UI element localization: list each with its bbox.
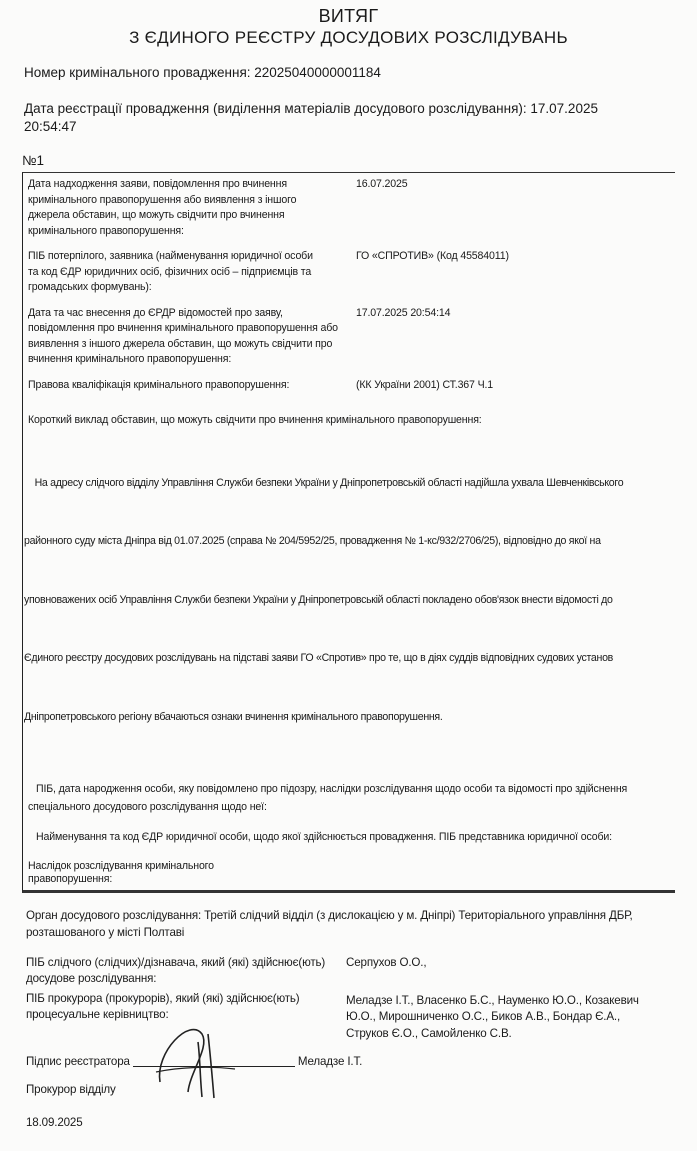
summary-line: районного суду міста Дніпра від 01.07.2025 (справа № 204/5952/25, провадження № 1-кс/932/2706/25), відповідно до якої на: [24, 535, 601, 547]
registration-date-line2: 20:54:47: [24, 119, 77, 134]
row-qualification-label: Правова кваліфікація кримінального правопорушення:: [28, 378, 290, 391]
row-applicant-label: [28, 249, 346, 296]
row-qualification-value: (КК України 2001) СТ.367 Ч.1: [356, 378, 494, 391]
label-line: Наслідок розслідування кримінального: [28, 859, 214, 872]
summary-line: Єдиного реєстру досудових розслідувань на підставі заяви ГО «Спротив» про те, що в діях суддів відповідних судових установ: [24, 652, 613, 664]
document-title: ВИТЯГ: [318, 6, 379, 26]
label-line: процесуальне керівництво:: [26, 1007, 169, 1021]
summary-line: На адресу слідчого відділу Управління Служби безпеки України у Дніпропетровській області надійшла ухвала Шевченківського: [24, 476, 624, 489]
row-received-date-value: 16.07.2025: [356, 178, 408, 190]
label-line: ПІБ, дата народження особи, яку повідомлено про підозру, наслідки розслідування щодо особи та відомості про здійснення: [36, 783, 628, 795]
row-entry-date: [28, 306, 675, 368]
suspect-label: [28, 780, 675, 816]
investigator-row: [22, 955, 675, 987]
label-line: громадських формувань):: [28, 281, 152, 293]
document-date: 18.09.2025: [26, 1116, 83, 1129]
signature-name: Меладзе І.Т.: [297, 1055, 363, 1068]
document-subtitle: З ЄДИНОГО РЕЄСТРУ ДОСУДОВИХ РОЗСЛІДУВАНЬ: [129, 28, 568, 47]
investigator-value: Серпухов О.О.,: [346, 955, 427, 969]
row-qualification: [28, 378, 675, 394]
case-number: Номер кримінального провадження: 22025040000001184: [24, 65, 381, 80]
label-line: кримінального правопорушення або виявлення з іншого: [28, 193, 297, 206]
label-line: джерела обставин, що можуть свідчити про вчинення: [28, 209, 285, 221]
label-line: ПІБ потерпілого, заявника (найменування юридичної особи: [28, 250, 313, 262]
label-line: кримінального правопорушення:: [28, 224, 184, 237]
body-line: розташованого у місті Полтаві: [26, 925, 185, 939]
summary-line: уповноважених осіб Управління Служби безпеки України у Дніпропетровській області покладено обов'язок внести відомості до: [24, 593, 613, 606]
label-line: ПІБ прокурора (прокурорів), який (які) здійснює(ють): [26, 991, 300, 1005]
investigation-body: [22, 907, 675, 941]
prosecutor-value: [346, 991, 675, 1043]
label-line: Дата та час внесення до ЄРДР відомостей про заяву,: [28, 306, 283, 319]
label-line: та код ЄДР юридичних осіб, фізичних осіб – підприємців та: [28, 265, 312, 278]
value-line: Меладзе І.Т., Власенко Б.С., Науменко Ю.О., Козакевич: [346, 993, 639, 1007]
row-received-date: [28, 177, 675, 239]
label-line: вчинення кримінального правопорушення:: [28, 353, 232, 365]
label-line: Дата надходження заяви, повідомлення про вчинення: [28, 178, 287, 190]
record-number: №1: [22, 153, 44, 168]
signature-line: [133, 1065, 295, 1067]
row-entry-date-label: [28, 306, 346, 368]
outcome-label: [28, 860, 675, 886]
label-line: правопорушення:: [28, 872, 113, 885]
label-line: виявлення з іншого джерела обставин, що можуть свідчити про: [28, 337, 333, 350]
row-applicant-value: ГО «СПРОТИВ» (Код 45584011): [356, 250, 509, 262]
signature-row: [22, 1054, 675, 1070]
label-line: спеціального досудового розслідування щодо неї:: [28, 801, 267, 813]
value-line: Струков Є.О., Самойленко С.В.: [346, 1026, 512, 1040]
registration-date-line1: Дата реєстрації провадження (виділення матеріалів досудового розслідування): 17.07.2025: [24, 101, 598, 116]
value-line: Ю.О., Мирошниченко О.С., Биков А.В., Бондар Є.А.,: [346, 1010, 621, 1023]
record-table: [22, 172, 675, 893]
label-line: ПІБ слідчого (слідчих)/дізнавача, який (які) здійснює(ють): [26, 955, 326, 969]
investigator-label: [26, 955, 336, 987]
label-line: повідомлення про вчинення кримінального правопорушення або: [28, 322, 338, 334]
body-line: Орган досудового розслідування: Третій слідчий відділ (з дислокацією у м. Дніпрі) Територіального управління ДБР,: [26, 908, 633, 922]
row-received-date-label: [28, 177, 346, 239]
signature-label: Підпис реєстратора: [26, 1055, 130, 1068]
summary-text: [24, 435, 675, 767]
row-applicant: [28, 249, 675, 296]
legal-entity-label: Найменування та код ЄДР юридичної особи, щодо якої здійснюється провадження. ПІБ представника юридичної особи:: [36, 831, 612, 843]
summary-label: Короткий виклад обставин, що можуть свідчити про вчинення кримінального правопорушення:: [28, 414, 482, 426]
row-entry-date-value: 17.07.2025 20:54:14: [356, 306, 451, 319]
prosecutor-row: [22, 991, 675, 1043]
prosecutor-department: Прокурор відділу: [26, 1083, 116, 1096]
summary-line: Дніпропетровського регіону вбачаються ознаки вчинення кримінального правопорушення.: [24, 710, 443, 723]
label-line: досудове розслідування:: [26, 971, 157, 985]
prosecutor-label: [26, 991, 336, 1043]
